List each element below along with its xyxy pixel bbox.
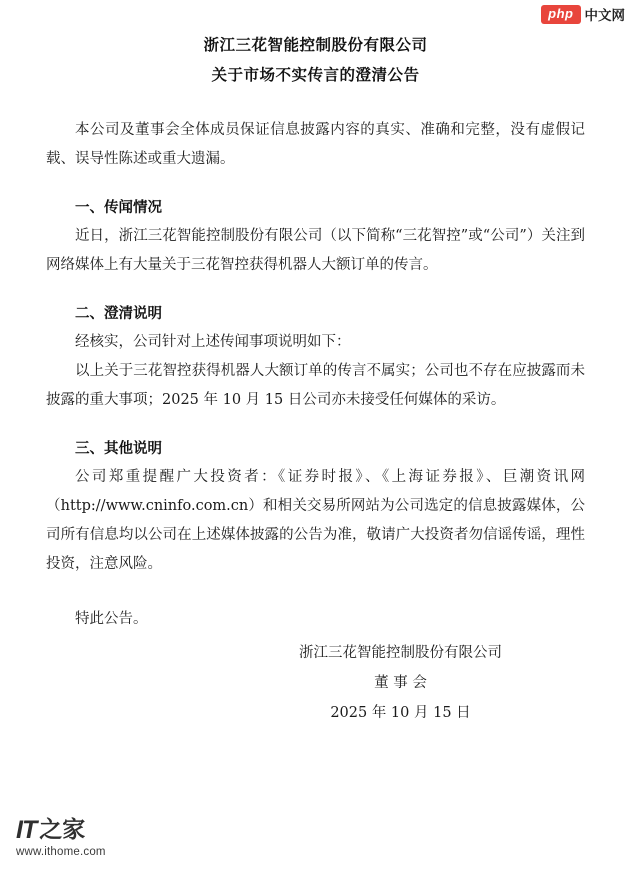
title-line-company: 浙江三花智能控制股份有限公司: [203, 35, 428, 54]
section-1-paragraph-1: 近日，浙江三花智能控制股份有限公司（以下简称“三花智控”或“公司”）关注到网络媒体上有大量关于三花智控获得机器人大额订单的传言。: [46, 228, 585, 273]
ithome-logo-icon: [16, 816, 106, 844]
closing-line: 特此公告。: [75, 611, 148, 627]
ithome-logo-it: IT: [16, 816, 37, 844]
ithome-watermark: [16, 816, 106, 858]
php-logo-icon: php: [541, 5, 580, 24]
php-watermark: [541, 4, 625, 24]
signature-date: 2025 年 10 月 15 日: [330, 705, 471, 721]
section-3-paragraph-1: 公司郑重提醒广大投资者：《证券时报》、《上海证券报》、巨潮资讯网（http://www.cninfo.com.cn）和相关交易所网站为公司选定的信息披露媒体，公司所有信息均以公司在上述媒体披露的公告为准，敬请广大投资者勿信谣传谣，理性投资，注意风险。: [46, 469, 585, 572]
disclosure-statement: 本公司及董事会全体成员保证信息披露内容的真实、准确和完整，没有虚假记载、误导性陈述或重大遗漏。: [46, 122, 585, 167]
section-2-paragraph-1: 经核实，公司针对上述传闻事项说明如下：: [75, 334, 351, 350]
signature-block: [46, 638, 585, 728]
php-watermark-text: 中文网: [584, 8, 625, 23]
ithome-url: www.ithome.com: [16, 846, 106, 858]
signature-board: 董 事 会: [374, 675, 427, 691]
title-line-subject: 关于市场不实传言的澄清公告: [211, 65, 420, 84]
section-heading-2: 二、澄清说明: [75, 305, 162, 322]
section-heading-3: 三、其他说明: [75, 440, 162, 457]
document-title: [46, 30, 585, 90]
signature-company: 浙江三花智能控制股份有限公司: [299, 645, 502, 661]
section-2-paragraph-2: 以上关于三花智控获得机器人大额订单的传言不属实；公司也不存在应披露而未披露的重大事项；2025 年 10 月 15 日公司亦未接受任何媒体的采访。: [46, 363, 585, 408]
ithome-logo-cn: 之家: [39, 817, 86, 843]
section-heading-1: 一、传闻情况: [75, 199, 162, 216]
